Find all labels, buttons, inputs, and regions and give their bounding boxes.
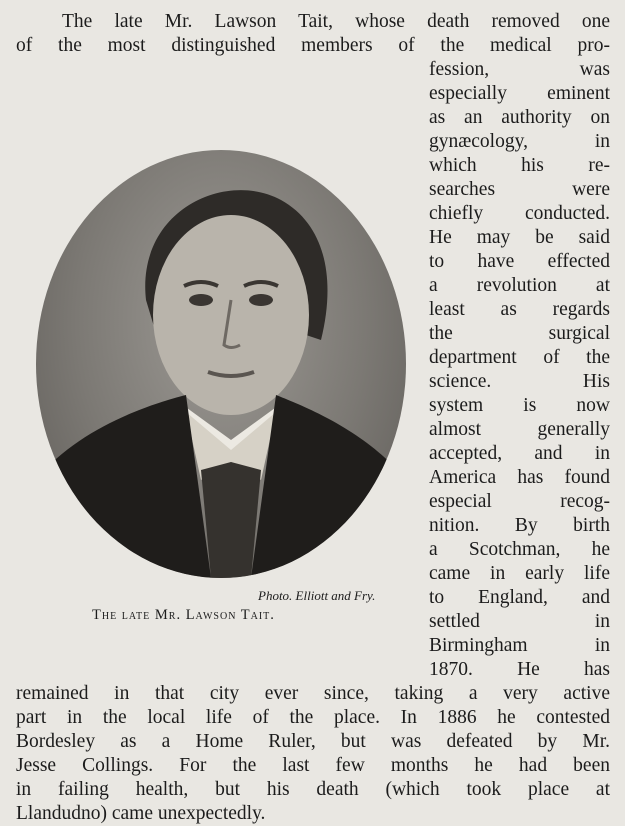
article-line: Bordesley as a Home Ruler, but was defeated by Mr. — [16, 731, 610, 752]
article-line: Jesse Collings. For the last few months he had been — [16, 755, 610, 776]
article-line: The late Mr. Lawson Tait, whose death removed one — [62, 11, 610, 32]
article-line: Birmingham in — [429, 635, 610, 656]
figure-caption: The late Mr. Lawson Tait. — [92, 607, 275, 623]
article-line: America has found — [429, 467, 610, 488]
article-line: in failing health, but his death (which took place at — [16, 779, 610, 800]
article-line: a revolution at — [429, 275, 610, 296]
article-line: almost generally — [429, 419, 610, 440]
article-line: gynæcology, in — [429, 131, 610, 152]
article-line: least as regards — [429, 299, 610, 320]
article-line: chiefly conducted. — [429, 203, 610, 224]
article-line: which his re- — [429, 155, 610, 176]
article-line: accepted, and in — [429, 443, 610, 464]
article-line: to England, and — [429, 587, 610, 608]
article-line: a Scotchman, he — [429, 539, 610, 560]
article-line: remained in that city ever since, taking a very active — [16, 683, 610, 704]
article-line: part in the local life of the place. In 1886 he contested — [16, 707, 610, 728]
article-line: system is now — [429, 395, 610, 416]
article-line: 1870. He has — [429, 659, 610, 680]
portrait-waistcoat — [201, 462, 261, 578]
article-line: department of the — [429, 347, 610, 368]
article-line: nition. By birth — [429, 515, 610, 536]
article-line: Llandudno) came unexpectedly. — [16, 803, 266, 824]
portrait-photo — [36, 150, 406, 578]
photo-credit: Photo. Elliott and Fry. — [258, 588, 376, 603]
portrait-face — [153, 215, 309, 415]
article-line: searches were — [429, 179, 610, 200]
article-line: fession, was — [429, 59, 610, 80]
article-line: especially eminent — [429, 83, 610, 104]
article-line: the surgical — [429, 323, 610, 344]
article-line: came in early life — [429, 563, 610, 584]
article-line: settled in — [429, 611, 610, 632]
article-line: especial recog- — [429, 491, 610, 512]
article-line: of the most distinguished members of the medical pro- — [16, 35, 610, 56]
article-line: science. His — [429, 371, 610, 392]
article-line: as an authority on — [429, 107, 610, 128]
article-line: He may be said — [429, 227, 610, 248]
article-line: to have effected — [429, 251, 610, 272]
portrait-coat — [36, 395, 211, 578]
